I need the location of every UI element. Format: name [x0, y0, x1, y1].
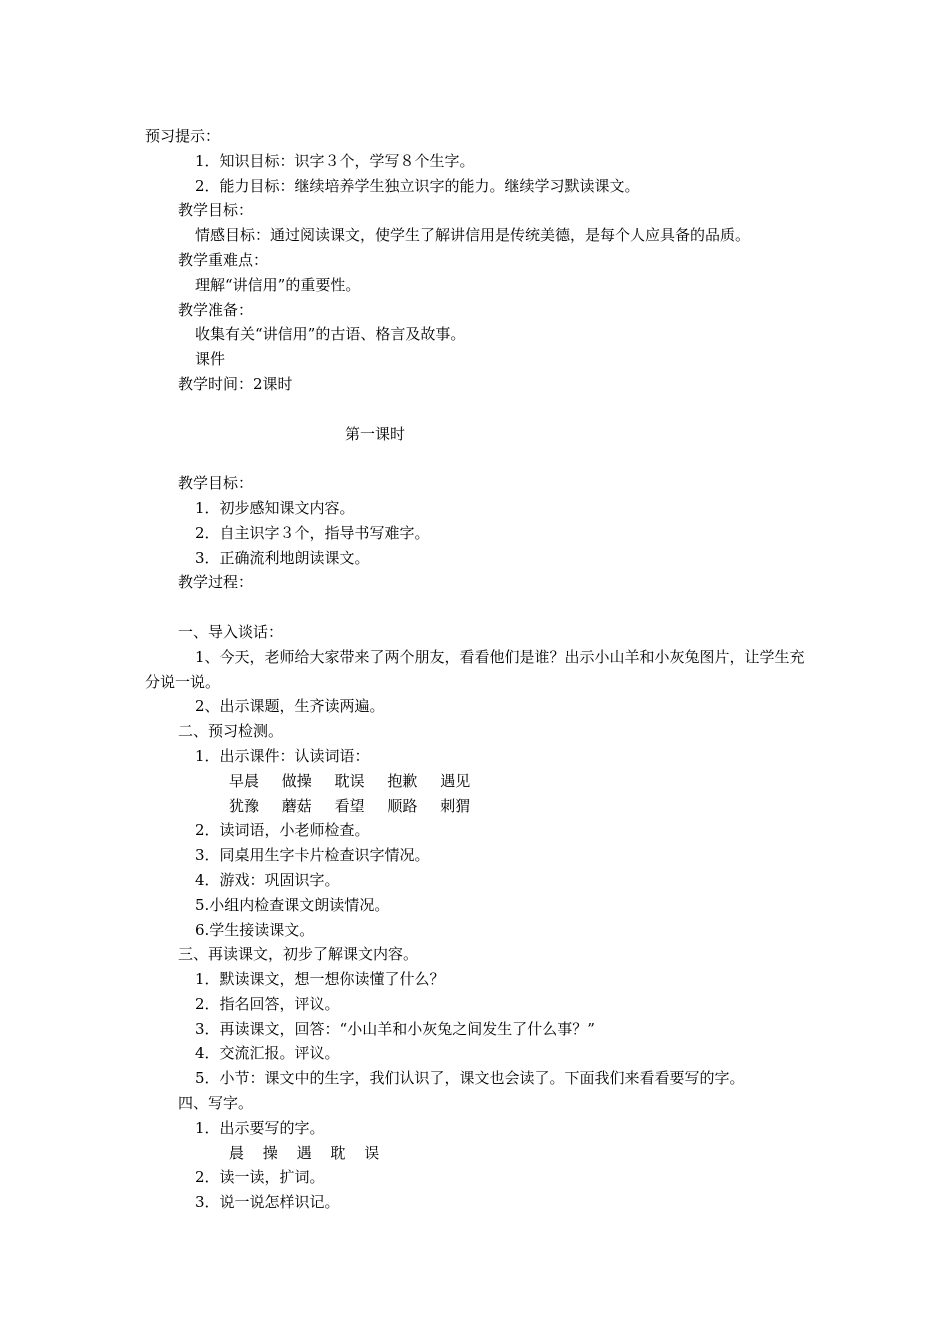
section2-item: 5.小组内检查课文朗读情况。 — [195, 895, 390, 914]
lesson-goals-heading: 教学目标： — [178, 474, 254, 493]
lesson-goal-item: 3．正确流利地朗读课文。 — [195, 548, 370, 567]
section2-item: 3．同桌用生字卡片检查识字情况。 — [195, 846, 430, 865]
preparation-item: 收集有关“讲信用”的古语、格言及故事。 — [195, 325, 466, 344]
section3-item: 2．指名回答，评议。 — [195, 994, 340, 1013]
vocab-word: 早晨 — [229, 771, 260, 790]
word-row — [0, 794, 950, 819]
vocab-word: 遇见 — [440, 771, 471, 790]
vocab-word: 顺路 — [387, 796, 418, 815]
preview-heading: 预习提示： — [145, 127, 221, 145]
writing-char: 误 — [364, 1143, 380, 1162]
spacer — [0, 446, 950, 471]
key-points-heading: 教学重难点： — [178, 250, 269, 269]
vocab-word: 蘑菇 — [281, 796, 312, 815]
writing-char: 晨 — [229, 1143, 245, 1162]
lesson-goal-item: 2．自主识字３个，指导书写难字。 — [195, 523, 430, 542]
goals-heading: 教学目标： — [178, 201, 254, 220]
section2-item: 6.学生接读课文。 — [195, 920, 315, 939]
vocab-word: 耽误 — [334, 771, 365, 790]
document-page — [0, 124, 950, 1215]
section4-item: 2．读一读，扩词。 — [195, 1168, 325, 1187]
section1-item: 2、出示课题，生齐读两遍。 — [195, 697, 385, 716]
section3-item: 1．默读课文，想一想你读懂了什么？ — [195, 970, 445, 989]
preview-item: 2．能力目标：继续培养学生独立识字的能力。继续学习默读课文。 — [195, 176, 640, 195]
spacer — [0, 397, 950, 422]
section1-heading: 一、导入谈话： — [178, 622, 284, 641]
teaching-time: 教学时间：2课时 — [178, 374, 293, 393]
section3-heading: 三、再读课文，初步了解课文内容。 — [178, 945, 419, 964]
vocab-word: 犹豫 — [229, 796, 260, 815]
section3-item: 5．小节：课文中的生字，我们认识了，课文也会读了。下面我们来看看要写的字。 — [195, 1069, 745, 1088]
preparation-item: 课件 — [195, 350, 226, 369]
word-row — [0, 769, 950, 794]
section3-item: 4．交流汇报。评议。 — [195, 1044, 340, 1063]
section4-heading: 四、写字。 — [178, 1094, 254, 1113]
char-row — [0, 1141, 950, 1166]
vocab-word: 刺猬 — [440, 796, 471, 815]
lesson-goal-item: 1．初步感知课文内容。 — [195, 498, 355, 517]
goals-text: 情感目标：通过阅读课文，使学生了解讲信用是传统美德，是每个人应具备的品质。 — [195, 226, 751, 245]
section2-item: 4．游戏：巩固识字。 — [195, 870, 340, 889]
key-points-text: 理解“讲信用”的重要性。 — [195, 275, 361, 294]
vocab-word: 抱歉 — [387, 771, 418, 790]
section3-item: 3．再读课文，回答：“小山羊和小灰兔之间发生了什么事？” — [195, 1019, 595, 1038]
spacer — [0, 595, 950, 620]
vocab-word: 看望 — [334, 796, 365, 815]
section2-item: 1．出示课件：认读词语： — [195, 746, 370, 765]
preview-item: 1．知识目标：识字３个，学写８个生字。 — [195, 151, 475, 170]
section4-item: 3．说一说怎样识记。 — [195, 1193, 340, 1212]
writing-char: 耽 — [330, 1143, 346, 1162]
writing-char: 遇 — [296, 1143, 312, 1162]
preparation-heading: 教学准备： — [178, 300, 254, 319]
vocab-word: 做操 — [281, 771, 312, 790]
section2-heading: 二、预习检测。 — [178, 722, 284, 741]
section2-item: 2．读词语，小老师检查。 — [195, 821, 370, 840]
process-heading: 教学过程： — [178, 573, 254, 592]
section4-item: 1．出示要写的字。 — [195, 1118, 325, 1137]
writing-char: 操 — [262, 1143, 278, 1162]
section1-item: 1、今天，老师给大家带来了两个朋友，看看他们是谁？出示小山羊和小灰兔图片，让学生充分说一说。 — [145, 647, 805, 691]
lesson-title: 第一课时 — [345, 424, 406, 443]
